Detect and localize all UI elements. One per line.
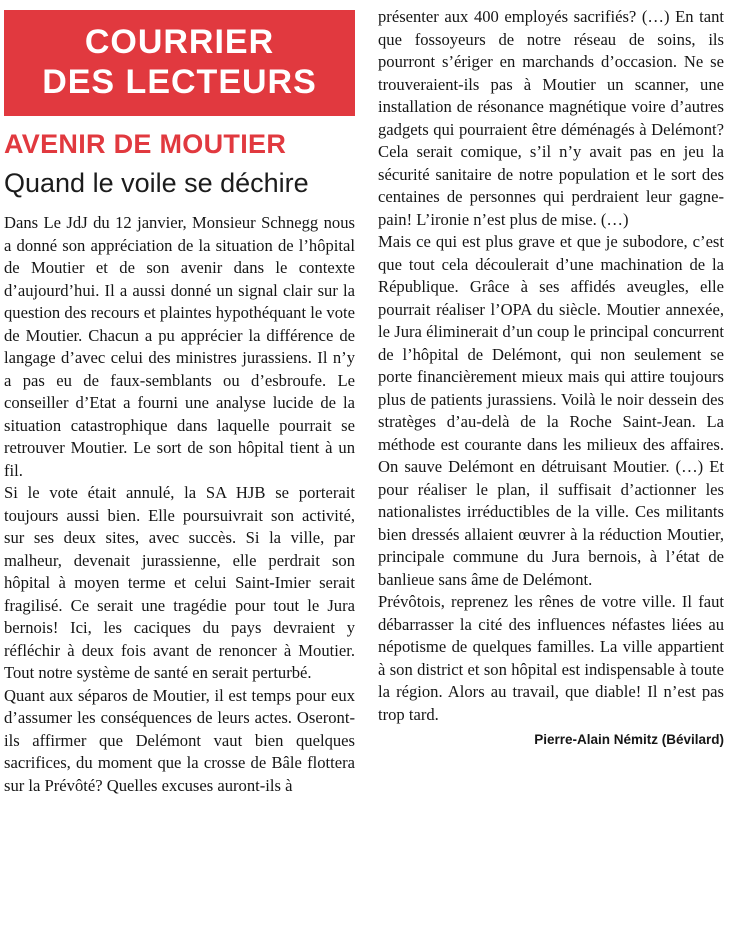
text-column-right bbox=[378, 6, 724, 750]
paragraph: présenter aux 400 employés sacrifiés? (…) En tant que fossoyeurs de notre réseau de soins, ils pourront s’ériger en marchands d’occasion. Ne se trouveraient-ils pas à Moutier un scanner, une installation de résonance magnétique voire d’autres gadgets qui pourraient être déménagés à Delémont? Cela serait comique, s’il n’y avait pas en jeu la sécurité sanitaire de notre population et le sort des centaines de personnes qui perdraient leur gagne-pain! L’ironie n’est plus de mise. (…) bbox=[378, 7, 724, 229]
section-title-line1: COURRIER bbox=[84, 23, 275, 61]
paragraph: Si le vote était annulé, la SA HJB se porterait toujours aussi bien. Elle poursuivrait son activité, sur ses deux sites, avec succès. Si la ville, par malheur, devenait jurassienne, elle perdrait son hôpital à moyen terme et celui Saint-Imier serait fragilisé. Ce serait une tragédie pour tout le Jura bernois! Ici, les caciques du pays devraient y réfléchir à deux fois avant de renoncer à Moutier. Tout notre système de santé en serait perturbé. bbox=[4, 483, 355, 682]
section-title-line2: DES LECTEURS bbox=[42, 63, 317, 101]
article-headline: Quand le voile se déchire bbox=[4, 168, 309, 198]
paragraph: Quant aux séparos de Moutier, il est temps pour eux d’assumer les conséquences de leurs actes. Oseront-ils affirmer que Delémont vaut bien quelques sacrifices, du moment que la crosse de Bâle flottera sur la Prévôté? Quelles excuses auront-ils à bbox=[4, 685, 355, 795]
text-column-left bbox=[4, 212, 355, 797]
article-kicker: AVENIR DE MOUTIER bbox=[4, 129, 287, 159]
author-signature: Pierre-Alain Némitz (Bévilard) bbox=[534, 732, 724, 747]
paragraph: Prévôtois, reprenez les rênes de votre ville. Il faut débarrasser la cité des influences néfastes liées au népotisme de quelques familles. La ville appartient à son district et son hôpital est indispensable à toute la région. Alors au travail, que diable! Il n’est pas trop tard. bbox=[378, 592, 724, 724]
paragraph: Dans Le JdJ du 12 janvier, Monsieur Schnegg nous a donné son appréciation de la situation de l’hôpital de Moutier et de son avenir dans le contexte d’aujourd’hui. Il a aussi donné un signal clair sur la question des recours et plaintes hypothéquant le vote de Moutier. Chacun a pu apprécier la différence de langage d’avec celui des ministres jurassiens. Il n’y a pas eu de faux-semblants ou d’esbroufe. Le conseiller d’Etat a fourni une analyse lucide de la situation catastrophique dans laquelle pourrait se retrouver Moutier. Le sort de son hôpital tient à un fil. bbox=[4, 213, 355, 480]
section-banner bbox=[4, 10, 355, 116]
paragraph: Mais ce qui est plus grave et que je subodore, c’est que tout cela découlerait d’une machination de la République. Grâce à ses affidés aveugles, elle pourrait réaliser l’OPA du siècle. Moutier annexée, le Jura éliminerait d’un coup le principal concurrent de l’hôpital de Delémont, qui non seulement se porte financièrement mieux mais qui attire toujours plus de patients jurassiens. Voilà le noir dessein des stratèges d’au-delà de la Roche Saint-Jean. La méthode est courante dans les milieux des affaires. On sauve Delémont en détruisant Moutier. (…) Et pour réaliser le plan, il suffisait d’actionner les nationalistes irréductibles de la ville. Ces militants bien dressés allaient œuvrer à la réduction Moutier, principale commune du Jura bernois, à l’état de banlieue sans âme de Delémont. bbox=[378, 232, 724, 589]
